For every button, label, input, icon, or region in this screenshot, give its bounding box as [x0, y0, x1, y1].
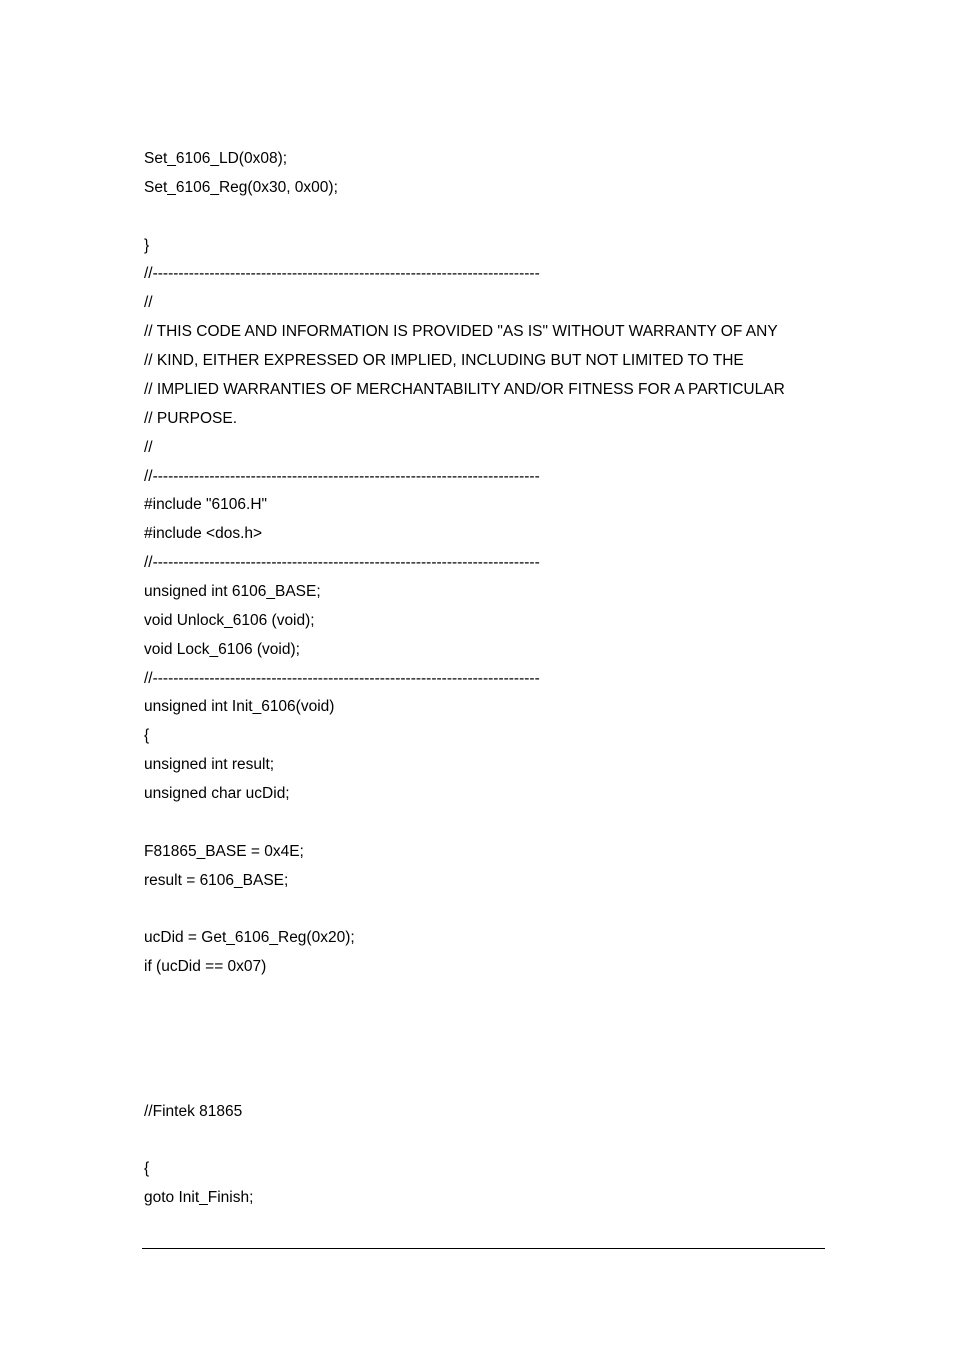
code-line: } — [144, 237, 150, 254]
license-comment-line: // IMPLIED WARRANTIES OF MERCHANTABILITY AND/OR FITNESS FOR A PARTICULAR — [144, 381, 785, 398]
code-line: unsigned int 6106_BASE; — [144, 583, 321, 600]
code-line: // — [144, 439, 153, 456]
code-line: goto Init_Finish; — [144, 1189, 254, 1206]
separator-comment: //--------------------------------------------------------------------------- — [144, 670, 540, 687]
code-line: ucDid = Get_6106_Reg(0x20); — [144, 929, 355, 946]
separator-comment: //--------------------------------------------------------------------------- — [144, 468, 540, 485]
code-line: result = 6106_BASE; — [144, 872, 289, 889]
code-line: unsigned char ucDid; — [144, 785, 290, 802]
code-line: Set_6106_LD(0x08); — [144, 150, 288, 167]
license-comment-line: // THIS CODE AND INFORMATION IS PROVIDED "AS IS" WITHOUT WARRANTY OF ANY — [144, 323, 778, 340]
include-line: #include <dos.h> — [144, 525, 263, 542]
code-line: if (ucDid == 0x07) — [144, 958, 267, 975]
code-line: Set_6106_Reg(0x30, 0x00); — [144, 179, 338, 196]
include-line: #include "6106.H" — [144, 496, 268, 513]
code-line: unsigned int result; — [144, 756, 275, 773]
code-line: { — [144, 727, 150, 744]
separator-comment: //--------------------------------------------------------------------------- — [144, 265, 540, 282]
license-comment-line: // PURPOSE. — [144, 410, 238, 427]
code-line: void Lock_6106 (void); — [144, 641, 300, 658]
code-line: // — [144, 294, 153, 311]
code-line: F81865_BASE = 0x4E; — [144, 843, 304, 860]
code-line: unsigned int Init_6106(void) — [144, 698, 335, 715]
code-line: { — [144, 1160, 150, 1177]
code-line: void Unlock_6106 (void); — [144, 612, 315, 629]
license-comment-line: // KIND, EITHER EXPRESSED OR IMPLIED, INCLUDING BUT NOT LIMITED TO THE — [144, 352, 744, 369]
code-line: //Fintek 81865 — [144, 1103, 243, 1120]
footer-divider — [142, 1248, 825, 1249]
separator-comment: //--------------------------------------------------------------------------- — [144, 554, 540, 571]
